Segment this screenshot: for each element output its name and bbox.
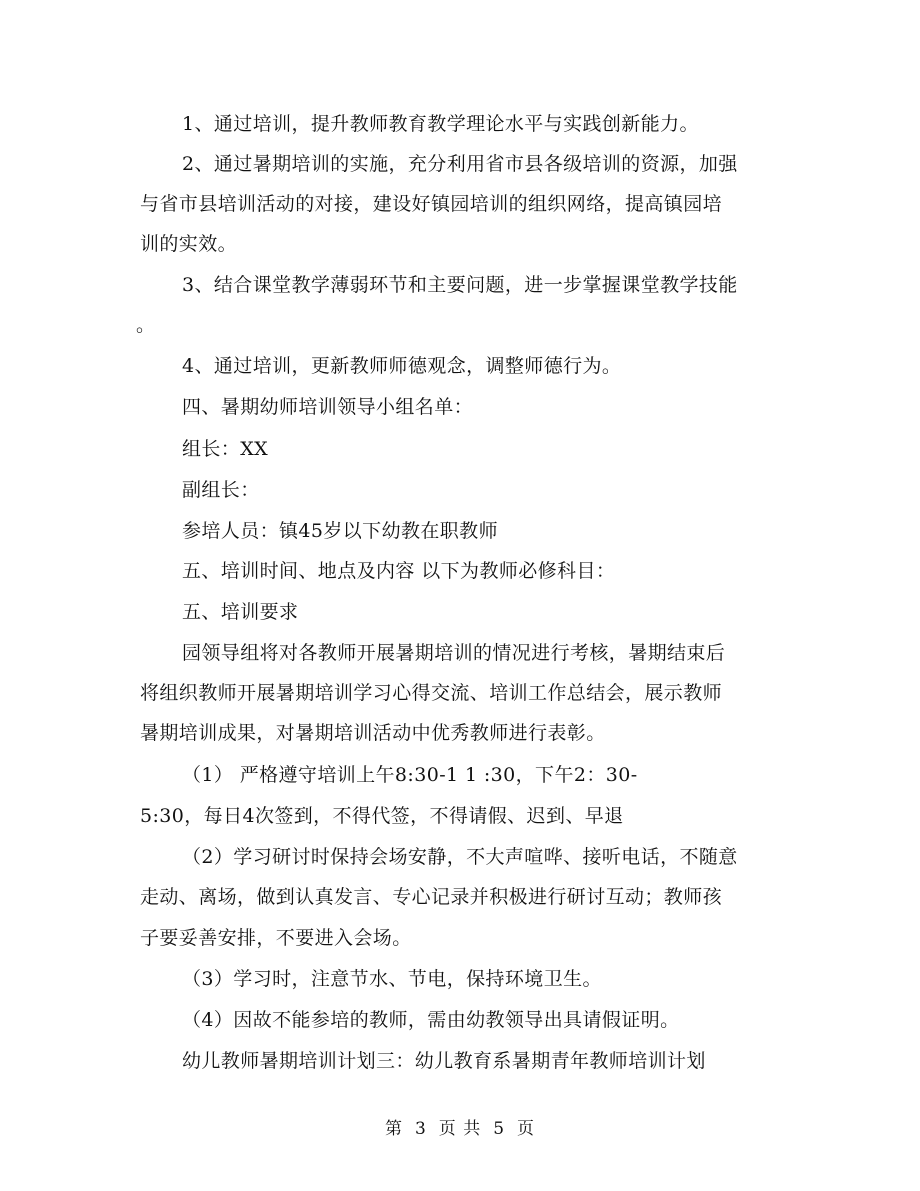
paragraph-line: 幼儿教师暑期培训计划三：幼儿教育系暑期青年教师培训计划 bbox=[182, 1050, 706, 1072]
paragraph-line: 4、通过培训，更新教师师德观念，调整师德行为。 bbox=[182, 355, 622, 377]
section-heading: 四、暑期幼师培训领导小组名单： bbox=[182, 396, 474, 418]
paragraph-line: 副组长： bbox=[182, 479, 260, 501]
section-heading: 五、培训要求 bbox=[182, 601, 299, 623]
paragraph-line: 参培人员：镇45岁以下幼教在职教师 bbox=[182, 520, 498, 542]
page-label-suffix: 页 bbox=[517, 1119, 536, 1139]
paragraph-line: 将组织教师开展暑期培训学习心得交流、培训工作总结会，展示教师 bbox=[140, 682, 723, 704]
paragraph-line: （3）学习时，注意节水、节电，保持环境卫生。 bbox=[182, 968, 602, 990]
page-label-mid: 页 共 bbox=[438, 1119, 482, 1139]
page-total: 5 bbox=[493, 1119, 506, 1139]
paragraph-line: 园领导组将对各教师开展暑期培训的情况进行考核，暑期结束后 bbox=[182, 642, 726, 664]
page-label-prefix: 第 bbox=[384, 1119, 403, 1139]
page-footer bbox=[0, 1118, 920, 1140]
paragraph-line: 暑期培训成果，对暑期培训活动中优秀教师进行表彰。 bbox=[140, 722, 606, 744]
paragraph-line: 。 bbox=[136, 314, 156, 336]
paragraph-line: 子要妥善安排，不要进入会场。 bbox=[140, 927, 412, 949]
page-current: 3 bbox=[414, 1119, 427, 1139]
paragraph-line: 5:30，每日4次签到，不得代签，不得请假、迟到、早退 bbox=[140, 805, 624, 827]
paragraph-line: 2、通过暑期培训的实施，充分利用省市县各级培训的资源，加强 bbox=[182, 153, 738, 175]
paragraph-line: 组长：XX bbox=[182, 438, 269, 460]
paragraph-line: （4）因故不能参培的教师，需由幼教领导出具请假证明。 bbox=[182, 1009, 680, 1031]
paragraph-line: 与省市县培训活动的对接，建设好镇园培训的组织网络，提高镇园培 bbox=[140, 193, 723, 215]
paragraph-line: （1） 严格遵守培训上午8:30-1 1 :30，下午2：30- bbox=[182, 764, 638, 786]
paragraph-line: 3、结合课堂教学薄弱环节和主要问题，进一步掌握课堂教学技能 bbox=[182, 274, 738, 296]
paragraph-line: 走动、离场，做到认真发言、专心记录并积极进行研讨互动；教师孩 bbox=[140, 886, 723, 908]
paragraph-line: 训的实效。 bbox=[140, 233, 238, 255]
paragraph-line: 1、通过培训，提升教师教育教学理论水平与实践创新能力。 bbox=[182, 113, 699, 135]
section-heading: 五、培训时间、地点及内容 以下为教师必修科目： bbox=[182, 560, 616, 582]
paragraph-line: （2）学习研讨时保持会场安静，不大声喧哗、接听电话，不随意 bbox=[182, 846, 738, 868]
